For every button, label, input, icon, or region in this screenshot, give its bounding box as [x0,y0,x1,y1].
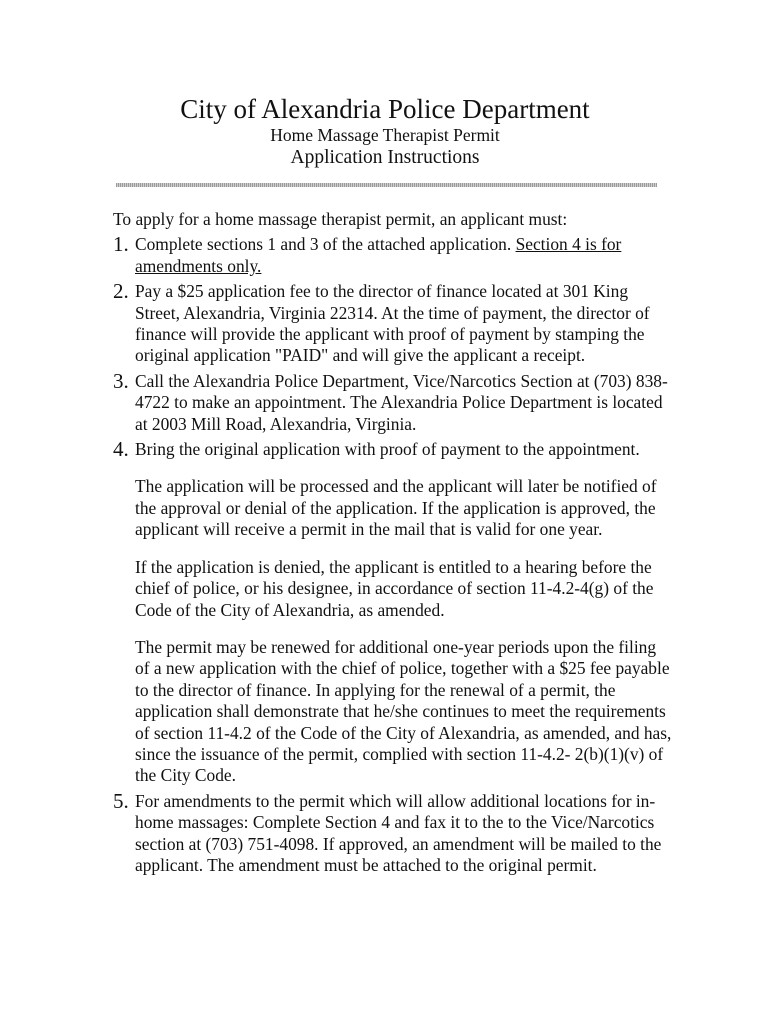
step-underlined-note: Section 4 is for amendments only. [135,234,622,276]
step-paragraph: If the application is denied, the applicant is entitled to a hearing before the chief of police, or his designee, in accordance of section 11-4.2-4(g) of the Code of the City of Alexandria, as amended. [135,556,654,620]
step-number: 2. [113,279,129,304]
steps-list [113,234,673,876]
step-paragraph: The application will be processed and the applicant will later be notified of the approval or denial of the application. If the application is approved, the applicant will receive a permit in the mail that is valid for one year. [135,476,657,540]
step-number: 3. [113,368,129,393]
step-number: 4. [113,437,129,462]
step-text: Call the Alexandria Police Department, Vice/Narcotics Section at (703) 838-4722 to make an appointment. The Alexandria Police Department is located at 2003 Mill Road, Alexandria, Virginia. [135,370,668,434]
step-2 [113,281,673,367]
step-text: Pay a $25 application fee to the director of finance located at 301 King Street, Alexandria, Virginia 22314. At the time of payment, the director of finance will provide the applicant with proof of payment by stamping the original application "PAID" and will give the applicant a receipt. [135,281,650,366]
step-5 [113,788,673,877]
step-paragraph: The permit may be renewed for additional one-year periods upon the filing of a new application with the chief of police, together with a $25 fee payable to the director of finance. In applying for the renewal of a permit, the application shall demonstrate that he/she continues to meet the requirements of section 11-4.2 of the Code of the City of Alexandria, as amended, and has, since the issuance of the permit, complied with section 11-4.2- 2(b)(1)(v) of the City Code. [135,636,672,786]
step-text: For amendments to the permit which will allow additional locations for in-home massages: Complete Section 4 and fax it to the to the Vice/Narcotics section at (703) 751-4098. If approved, an amendment will be mailed to the applicant. The amendment must be attached to the original permit. [135,790,662,875]
step-1 [113,234,673,277]
step-number: 1. [113,232,129,257]
header-divider [116,183,657,187]
instructions-body [113,209,673,880]
step-text: Bring the original application with proof of payment to the appointment. [135,439,640,460]
step-4 [113,439,673,787]
step-text: Complete sections 1 and 3 of the attached application. [135,234,512,255]
step-3 [113,368,673,435]
intro-text: To apply for a home massage therapist permit, an applicant must: [113,209,568,229]
page-title: City of Alexandria Police Department [180,94,590,124]
step-number: 5. [113,788,129,813]
page-subtitle-instructions: Application Instructions [290,147,480,168]
page-subtitle: Home Massage Therapist Permit [270,125,500,145]
